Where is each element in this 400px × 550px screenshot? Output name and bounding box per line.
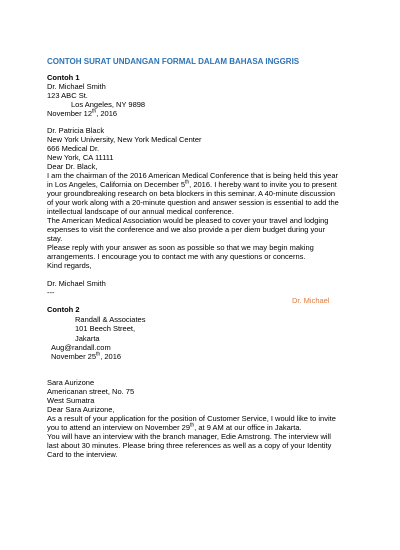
- letter1-body-paragraph-3: Please reply with your answer as soon as possible so that we may begin making arrangements. I encourage you to contact me with any questions or concerns.: [47, 243, 314, 262]
- letter1-heading: Contoh 1: [47, 73, 80, 82]
- letter1-divider-dashes: ---: [47, 288, 55, 297]
- letter2-sender-street: 101 Beech Street,: [75, 324, 136, 333]
- letter1-closing: Kind regards,: [47, 261, 92, 270]
- document-title: CONTOH SURAT UNDANGAN FORMAL DALAM BAHASA INGGRIS: [47, 57, 300, 66]
- letter2-sender-company: Randall & Associates: [75, 315, 146, 324]
- letter2-body-paragraph-1: As a result of your application for the position of Customer Service, I would like to invite you to attend an interview on November 29th, at 9 AM at our office in Jakarta.: [47, 414, 336, 433]
- letter1-salutation: Dear Dr. Black,: [47, 162, 98, 171]
- letter2-recipient-street: Americanan street, No. 75: [47, 387, 135, 396]
- letter2-recipient-name: Sara Aurizone: [47, 378, 95, 387]
- letter1-body-paragraph-2: The American Medical Association would be pleased to cover your travel and lodging expenses to visit the conference and we also provide a per diem budget during your stay.: [47, 216, 329, 244]
- letter2-salutation: Dear Sara Aurizone,: [47, 405, 115, 414]
- letter1-signature: Dr. Michael Smith: [47, 279, 106, 288]
- letter1-sender-name: Dr. Michael Smith: [47, 82, 106, 91]
- letter2-date: November 25th, 2016: [51, 351, 122, 361]
- letter1-sender-city: Los Angeles, NY 9898: [71, 100, 146, 109]
- letter1-recipient-city: New York, CA 11111: [47, 153, 114, 162]
- letter1-recipient-org: New York University, New York Medical Center: [47, 135, 202, 144]
- letter1-recipient-name: Dr. Patricia Black: [47, 126, 105, 135]
- letter2-sender-city: Jakarta: [75, 334, 100, 343]
- letter1-sender-street: 123 ABC St.: [47, 91, 88, 100]
- letter1-footer-name: Dr. Michael: [292, 296, 330, 305]
- letter1-date: November 12th, 2016: [47, 108, 118, 118]
- letter2-sender-email: Aug@randall.com: [51, 343, 111, 352]
- letter1-body-paragraph-1: I am the chairman of the 2016 American Medical Conference that is being held this year in Los Angeles, California on December 5th, 2016. I hereby want to invite you to present your groundbreaking research on beta blockers in this seminar. A 40-minute discussion of your work along with a 20-minute question and answer session is essential to add the intellectual landscape of our annual medical conference.: [47, 171, 339, 217]
- letter2-body-paragraph-2: You will have an interview with the branch manager, Edie Amstrong. The interview will last about 30 minutes. Please bring three references as well as a copy of your Identity Card to the interview.: [47, 432, 332, 460]
- letter2-recipient-city: West Sumatra: [47, 396, 95, 405]
- letter2-heading: Contoh 2: [47, 305, 80, 314]
- letter1-recipient-street: 666 Medical Dr.: [47, 144, 100, 153]
